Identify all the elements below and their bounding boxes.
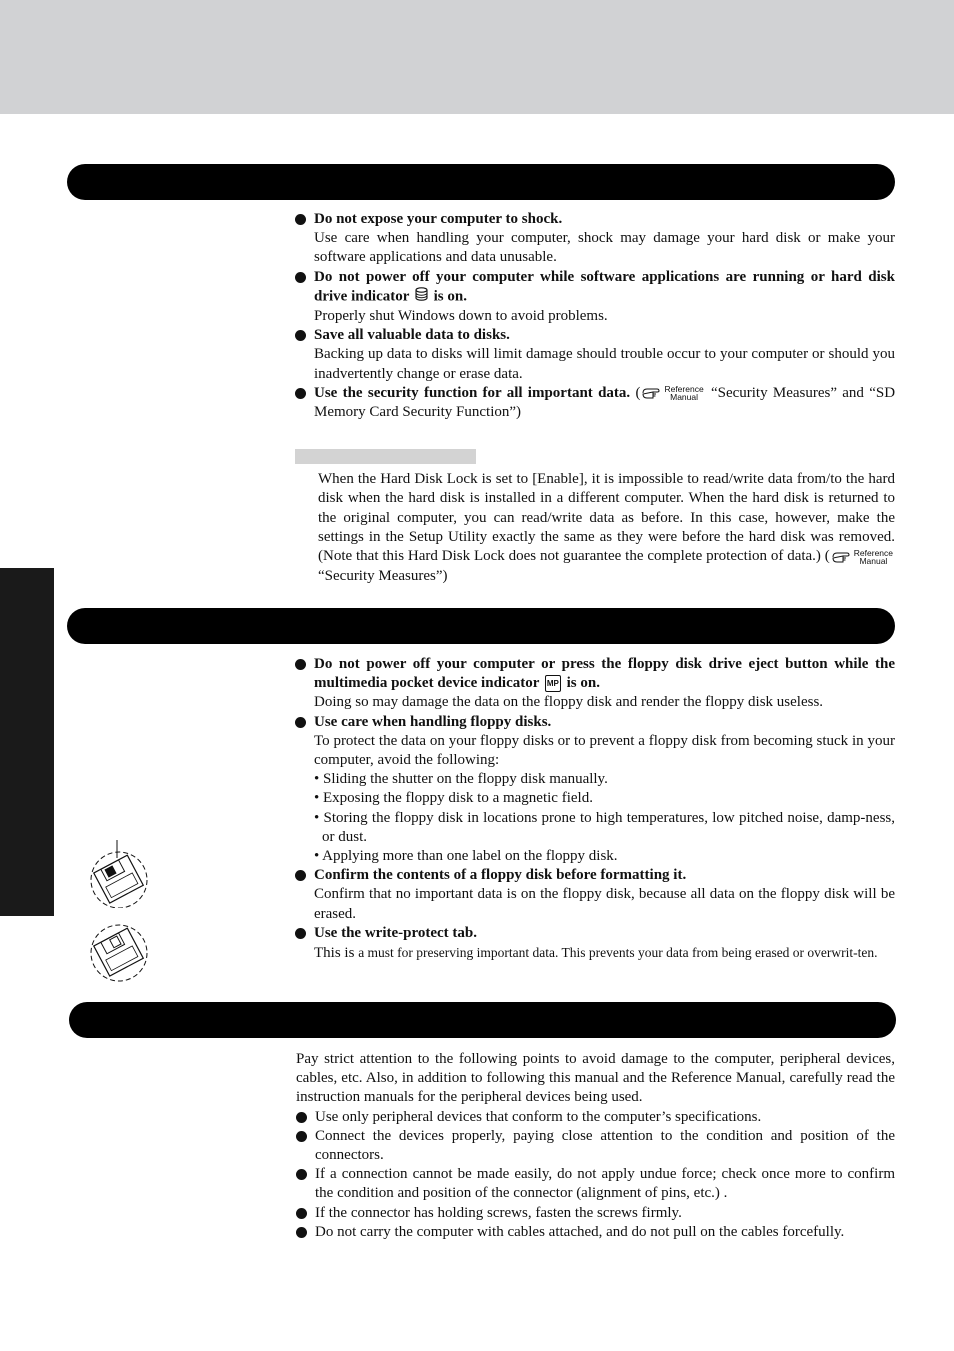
item-body-text: This is	[314, 945, 355, 962]
item-heading: Confirm the contents of a floppy disk before formatting it.	[314, 867, 687, 884]
item-heading-text: is on.	[566, 675, 600, 692]
item-body: Connect the devices properly, paying close attention to the condition and position of the connectors.	[315, 1127, 895, 1164]
bullet-icon	[296, 1169, 307, 1180]
reference-manual-icon	[642, 384, 703, 403]
list-item	[295, 268, 895, 327]
item-body	[314, 943, 895, 963]
section-bar-peripheral-devices	[69, 1002, 896, 1038]
side-chapter-tab	[0, 568, 54, 916]
bullet-icon	[296, 1112, 307, 1123]
bullet-icon	[295, 388, 306, 399]
item-body: To protect the data on your floppy disks or to prevent a floppy disk from becoming stuck in your computer, avoid the following:	[314, 732, 895, 769]
list-item	[295, 866, 895, 924]
floppy-write-protect-open-illustration	[86, 838, 152, 908]
bullet-icon	[295, 659, 306, 670]
list-item	[296, 1165, 895, 1203]
sub-item: • Sliding the shutter on the floppy disk manually.	[314, 771, 608, 788]
bullet-icon	[296, 1227, 307, 1238]
item-heading-text: Do not power off your computer or press the floppy disk drive eject button while the multimedia pocket device indicator	[314, 656, 895, 692]
item-heading: Use the write-protect tab.	[314, 924, 478, 941]
multimedia-pocket-indicator-icon: MP	[545, 675, 561, 692]
section3-content	[296, 1050, 895, 1242]
item-heading: Do not expose your computer to shock.	[314, 211, 563, 227]
section-bar-floppy-disk	[67, 608, 895, 644]
manual-label: Manual	[859, 555, 888, 566]
list-item	[295, 326, 895, 384]
list-item	[296, 1127, 895, 1165]
bullet-icon	[296, 1131, 307, 1142]
item-heading	[314, 655, 895, 693]
item-heading-text: is on.	[433, 288, 467, 305]
list-item	[295, 713, 895, 867]
reference-manual-icon	[832, 547, 893, 566]
item-heading: Use care when handling floppy disks.	[314, 713, 552, 730]
item-heading	[314, 384, 895, 422]
list-item	[296, 1223, 895, 1242]
list-item	[295, 210, 895, 268]
note-text: When the Hard Disk Lock is set to [Enable], it is impossible to read/write data from/to the hard disk when the hard disk is installed in a different computer. When the hard disk is returned to the original computer, you can read/write data as before. In this case, however, make the settings in the Setup Utility exactly the same as they were before the hard disk was removed. (Note that this Hard Disk Lock does not guarantee the complete protection of data.) (	[318, 471, 895, 565]
bullet-icon	[295, 214, 306, 225]
reference-text: “Security Measures”)	[318, 567, 448, 584]
ref-paren: (	[635, 384, 641, 401]
floppy-write-protect-closed-illustration	[86, 920, 152, 986]
item-body: Backing up data to disks will limit damage should trouble occur to your computer or should you inadvertently change or erase data.	[314, 346, 895, 382]
item-body: Properly shut Windows down to avoid problems.	[314, 308, 608, 325]
reference-label: Reference	[664, 384, 704, 395]
item-heading	[314, 268, 895, 307]
item-body-text: a must for preserving important data. This prevents your data from being erased or overwrit-ten.	[358, 945, 878, 961]
bullet-icon	[295, 928, 306, 939]
note-title-bar	[295, 449, 476, 464]
item-body: If the connector has holding screws, fasten the screws firmly.	[315, 1204, 682, 1221]
page-header-band	[0, 0, 954, 114]
manual-label: Manual	[670, 392, 698, 403]
sub-item: • Exposing the floppy disk to a magnetic field.	[314, 790, 593, 807]
bullet-icon	[295, 330, 306, 341]
section3-intro: Pay strict attention to the following points to avoid damage to the computer, peripheral devices, cables, etc. Also, in addition to following this manual and the Reference Manual, carefully read the instruction manuals for the peripheral devices being used.	[296, 1051, 895, 1106]
list-item	[295, 655, 895, 713]
list-item	[296, 1204, 895, 1223]
bullet-icon	[295, 717, 306, 728]
bullet-icon	[296, 1208, 307, 1219]
list-item	[295, 384, 895, 422]
item-body: Confirm that no important data is on the floppy disk, because all data on the floppy disk will be erased.	[314, 886, 895, 922]
item-body: If a connection cannot be made easily, do not apply undue force; check once more to confirm the condition and position of the connector (alignment of pins, etc.) .	[315, 1166, 895, 1202]
sub-item: • Storing the floppy disk in locations prone to high temperatures, low pitched noise, damp-ness, or dust.	[314, 809, 895, 845]
section-bar-hard-disk	[67, 164, 895, 200]
item-heading-text: Use the security function for all important data.	[314, 384, 631, 401]
list-item	[295, 924, 895, 963]
item-body: Do not carry the computer with cables attached, and do not pull on the cables forcefully.	[315, 1223, 845, 1240]
hard-disk-indicator-icon	[415, 287, 428, 307]
reference-text: “Security Measures” and “SD Memory Card Security Function”)	[314, 384, 896, 421]
sub-item: • Applying more than one label on the floppy disk.	[314, 848, 618, 865]
list-item	[296, 1108, 895, 1127]
item-heading-text: Do not power off your computer while software applications are running or hard disk drive indicator	[314, 268, 895, 305]
hard-disk-lock-note	[318, 470, 895, 586]
section1-list	[295, 210, 895, 422]
section2-list	[295, 655, 895, 963]
bullet-icon	[295, 272, 306, 283]
bullet-icon	[295, 870, 306, 881]
item-body: Use only peripheral devices that conform to the computer’s specifications.	[315, 1108, 762, 1125]
reference-label: Reference	[853, 547, 893, 558]
item-body: Use care when handling your computer, shock may damage your hard disk or make your software applications and data unusable.	[314, 230, 895, 266]
item-heading: Save all valuable data to disks.	[314, 327, 510, 344]
item-body: Doing so may damage the data on the floppy disk and render the floppy disk useless.	[314, 694, 824, 711]
